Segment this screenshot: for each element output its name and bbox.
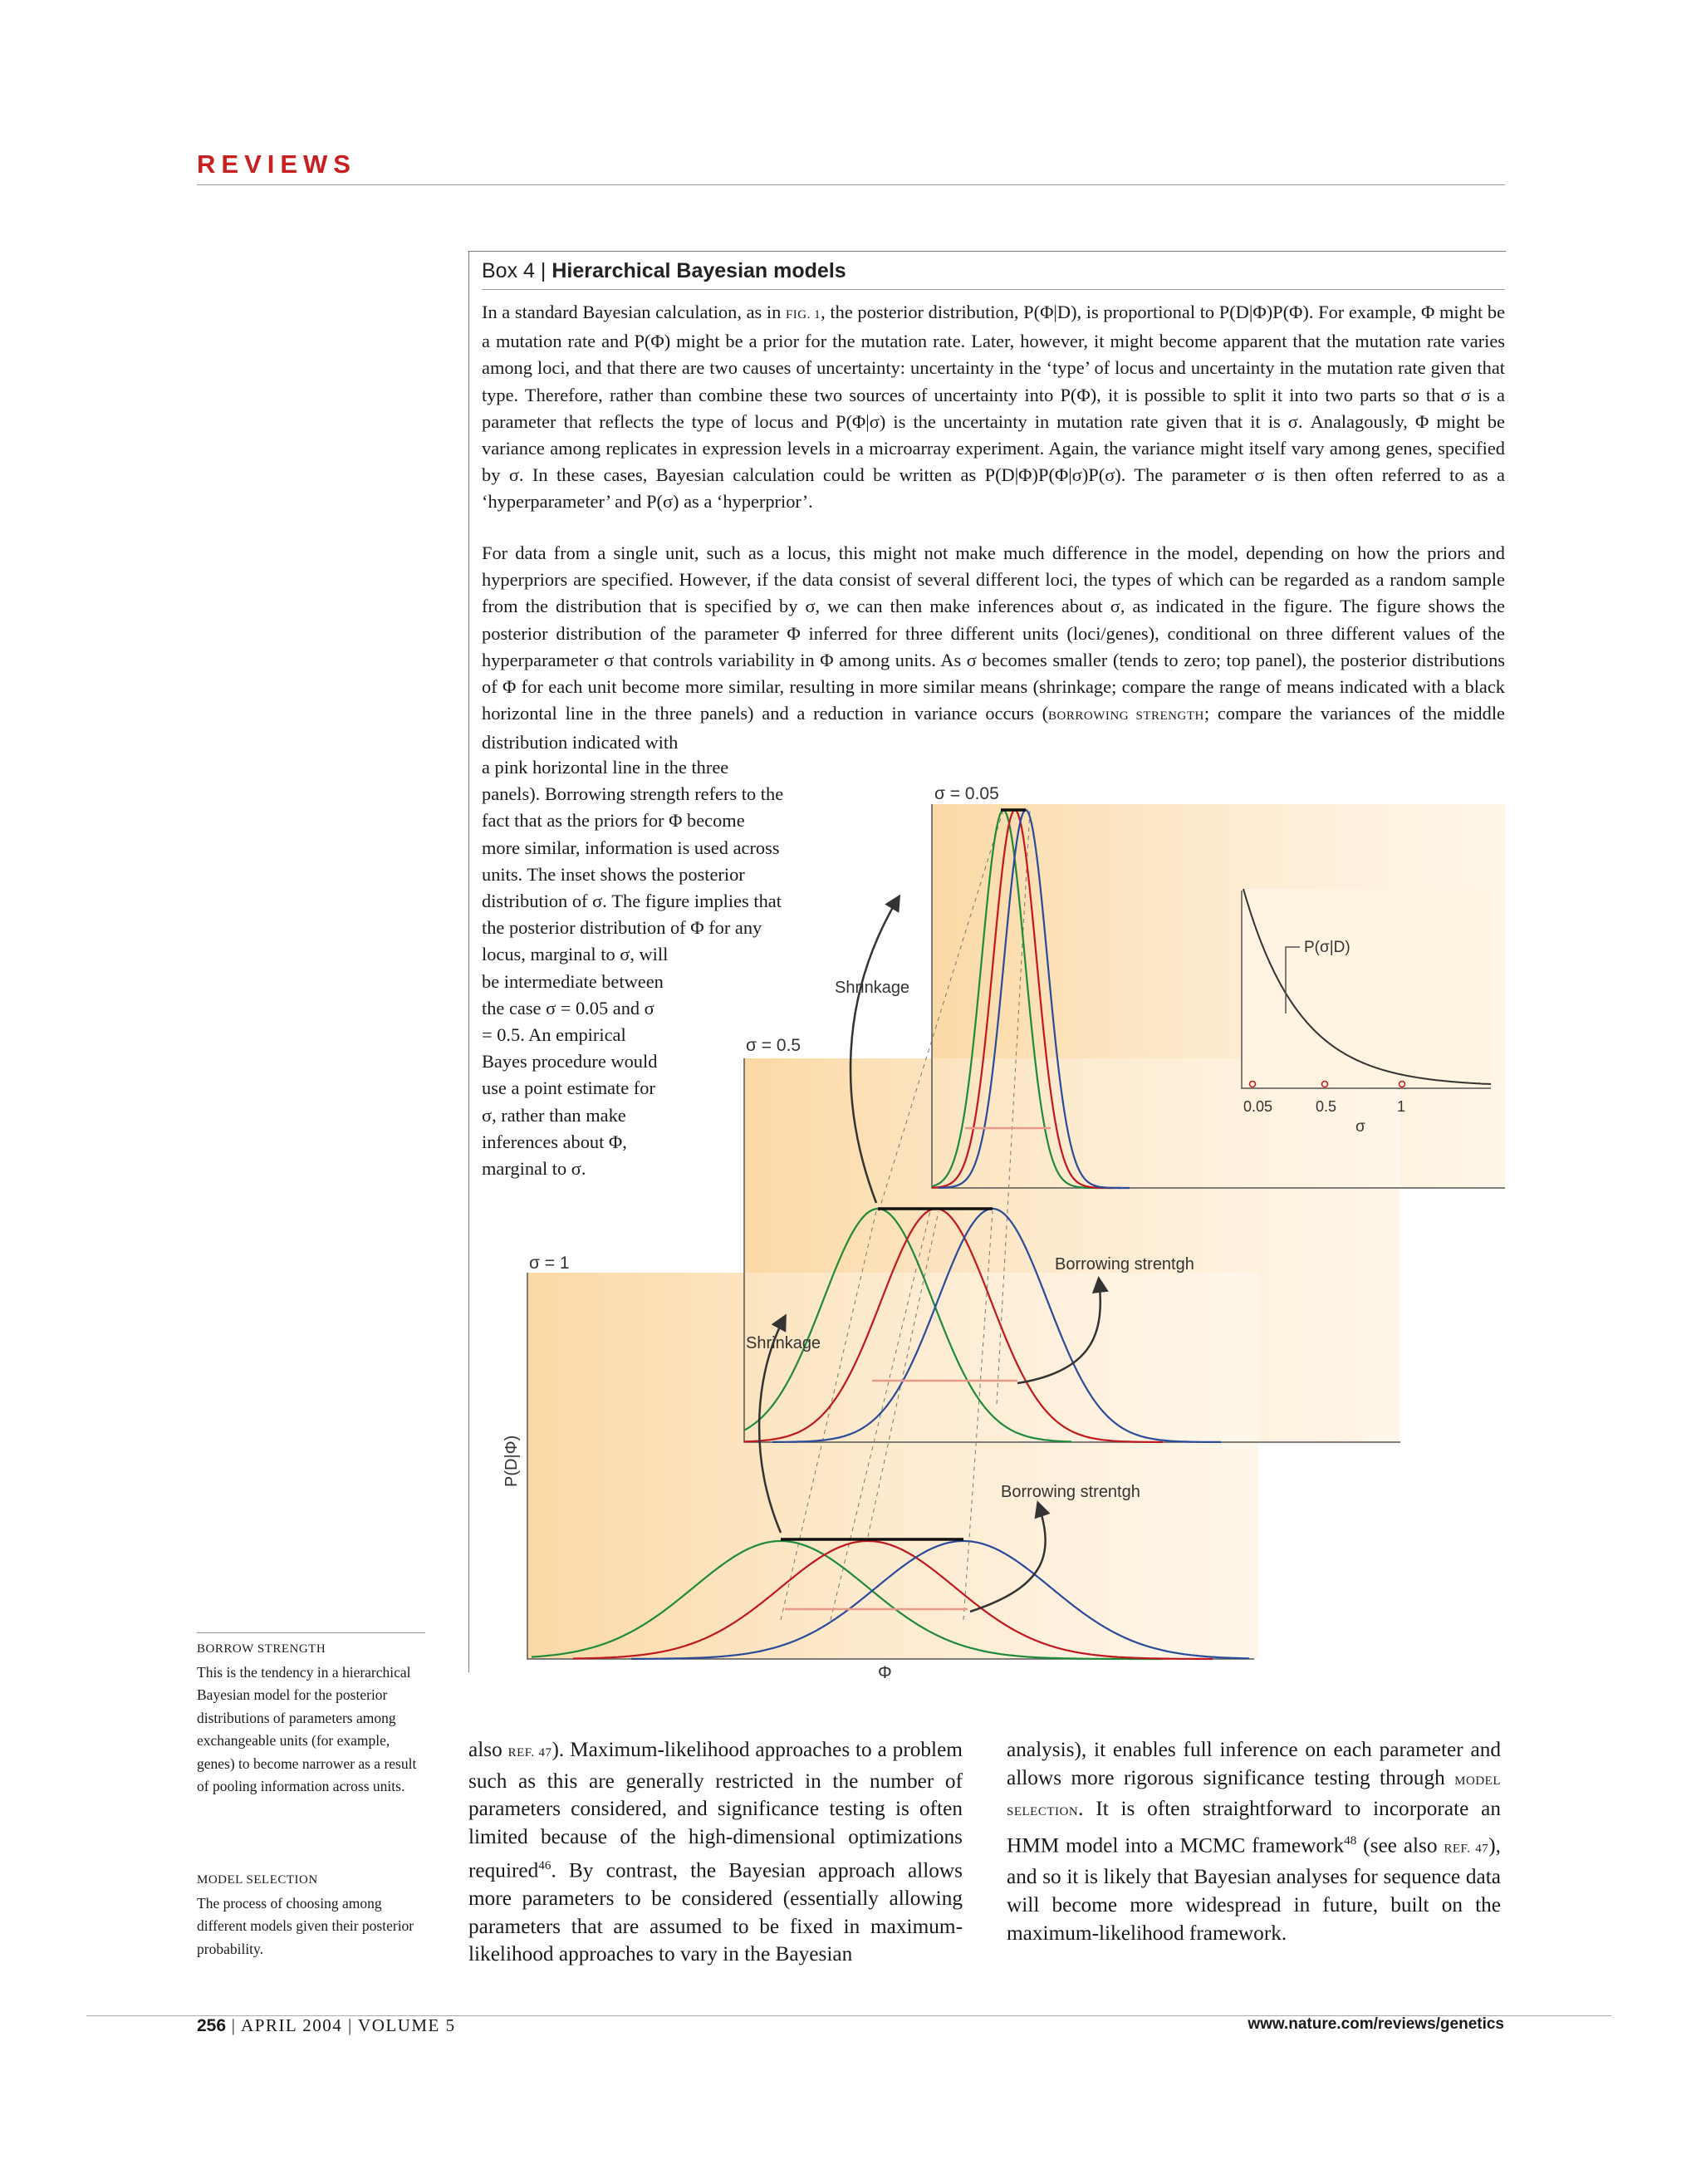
section-label: REVIEWS	[197, 150, 356, 179]
text-line: a pink horizontal line in the three	[482, 757, 729, 778]
text-run: REF. 47	[1444, 1842, 1489, 1856]
inset-tick-005: 0.05	[1243, 1098, 1273, 1115]
inset-tick-05: 0.5	[1316, 1098, 1337, 1115]
text-line: units. The inset shows the posterior	[482, 863, 745, 885]
text-run: REF. 47	[507, 1746, 552, 1759]
text-run: , the posterior distribution, P(Φ|D), is proportional to P(D|Φ)P(Φ). For example, Φ might be a mutation rate and P(Φ) might be a prior for the mutation rate. Later, however, it might become apparent that the mutation rate varies among loci, and that there are two causes of uncertainty: uncertainty in the ‘type’ of locus and uncertainty in the mutation rate given that type. Therefore, rather than combine these two sources of uncertainty into P(Φ), it is possible to split it into two parts so that σ is a parameter that reflects the type of locus and P(Φ|σ) is the uncertainty in mutation rate given that it is σ. Analagously, Φ might be variance among replicates in expression levels in a microarray experiment. Again, the variance might itself vary among genes, specified by σ. In these cases, Bayesian calculation could be written as P(D|Φ)P(Φ|σ)P(σ). The parameter σ is then often referred to as a ‘hyperparameter’ and P(σ) as a ‘hyperprior’.	[482, 302, 1506, 513]
inset-x-label: σ	[1355, 1118, 1365, 1136]
text-run: analysis), it enables full inference on each parameter and allows more rigorous significance testing through	[1007, 1738, 1501, 1789]
text-line: marginal to σ.	[482, 1158, 586, 1180]
text-run: ; compare the variances of the middle distribution indicated with	[482, 703, 1505, 753]
text-line: distribution of σ. The figure implies that	[482, 891, 782, 912]
panel-bot-label: σ = 1	[529, 1254, 570, 1273]
text-line: the case σ = 0.05 and σ	[482, 997, 654, 1018]
text-run: ). Maximum-likelihood approaches to a problem such as this are generally restricted in the number of parameters considered, and significance testing is often limited because of the high-dimensional optimizations required	[468, 1738, 963, 1882]
shrinkage-label-mid: Shrinkage	[746, 1334, 821, 1352]
body-column-2	[1007, 1736, 1501, 1947]
sidebar-term-borrow	[197, 1638, 425, 1799]
box-number: Box 4 |	[482, 259, 547, 282]
text-line: fact that as the priors for Φ become	[482, 810, 745, 832]
panel-mid-label: σ = 0.5	[746, 1036, 801, 1055]
x-axis-label: Φ	[878, 1663, 892, 1682]
panel-top-label: σ = 0.05	[934, 784, 999, 803]
text-line: panels). Borrowing strength refers to the	[482, 783, 784, 805]
body-column-1	[468, 1736, 963, 1969]
text-run: also	[468, 1738, 508, 1761]
text-run: 46	[538, 1858, 551, 1872]
text-run: For data from a single unit, such as a locus, this might not make much difference in the model, depending on how the priors and hyperpriors are specified. However, if the data consist of several different loci, the types of which can be regarded as a random sample from the distribution that is specified by σ, we can then make inferences about σ, as indicated in the figure. The figure shows the posterior distribution of the parameter Φ inferred for three different units (loci/genes), conditional on three different values of the hyperparameter σ that controls variability in Φ among units. As σ becomes smaller (tends to zero; top panel), the posterior distributions of Φ for each unit become more similar, resulting in more similar means (shrinkage; compare the range of means indicated with a black horizontal line in the three panels) and a reduction in variance occurs (	[482, 542, 1505, 724]
panel-bot-bg	[527, 1273, 1258, 1659]
shrinkage-label-top: Shrinkage	[835, 979, 910, 997]
box-heading: Hierarchical Bayesian models	[551, 259, 846, 282]
sidebar-term-definition: The process of choosing among different models given their posterior probability.	[197, 1894, 414, 1957]
borrowing-label-mid: Borrowing strentgh	[1001, 1483, 1140, 1501]
text-run: (see also	[1356, 1833, 1444, 1858]
text-line: use a point estimate for	[482, 1077, 655, 1099]
text-line: the posterior distribution of Φ for any	[482, 917, 762, 939]
text-line: locus, marginal to σ, will	[482, 944, 669, 965]
text-run: FIG. 1	[785, 308, 821, 321]
sidebar-term-title: MODEL SELECTION	[197, 1873, 318, 1887]
footer-left	[197, 2015, 456, 2036]
inset-curve-label: P(σ|D)	[1304, 939, 1351, 956]
text-line: be intermediate between	[482, 970, 664, 992]
text-run: . By contrast, the Bayesian approach allows more parameters to be considered (essentially allowing parameters that are assumed to be fixed in maximum-likelihood approaches to vary in the Bayesian	[468, 1858, 963, 1966]
sidebar-term-title: BORROW STRENGTH	[197, 1642, 326, 1656]
text-run: ), and so it is likely that Bayesian analyses for sequence data will become more widespread in future, built on the maximum-likelihood framework.	[1007, 1833, 1501, 1945]
borrowing-label-top: Borrowing strentgh	[1055, 1255, 1194, 1274]
text-run: BORROWING STRENGTH	[1048, 709, 1204, 724]
page-number: 256	[197, 2016, 227, 2035]
sidebar-term-model	[197, 1869, 425, 1961]
inset-bg	[1242, 889, 1491, 1088]
text-run: 48	[1344, 1833, 1357, 1848]
y-axis-label: P(D|Φ)	[502, 1435, 521, 1487]
issue-info: | APRIL 2004 | VOLUME 5	[226, 2015, 456, 2035]
text-run: MODEL SELECTION	[1007, 1774, 1501, 1819]
text-line: σ, rather than make	[482, 1104, 626, 1126]
text-run: In a standard Bayesian calculation, as in	[482, 302, 786, 322]
footer-url: www.nature.com/reviews/genetics	[1248, 2015, 1504, 2033]
sidebar-rule	[197, 1632, 425, 1633]
text-run: . It is often straightforward to incorporate an HMM model into a MCMC framework	[1007, 1797, 1501, 1858]
sidebar-term-definition: This is the tendency in a hierarchical Bayesian model for the posterior distributions of parameters among exchangeable units (for example, genes) to become narrower as a result of pooling information across units.	[197, 1663, 417, 1794]
inset-tick-1: 1	[1397, 1098, 1406, 1115]
text-line: more similar, information is used across	[482, 837, 780, 858]
text-line: inferences about Φ,	[482, 1131, 627, 1152]
text-line: = 0.5. An empirical	[482, 1024, 626, 1046]
text-line: Bayes procedure would	[482, 1051, 658, 1072]
